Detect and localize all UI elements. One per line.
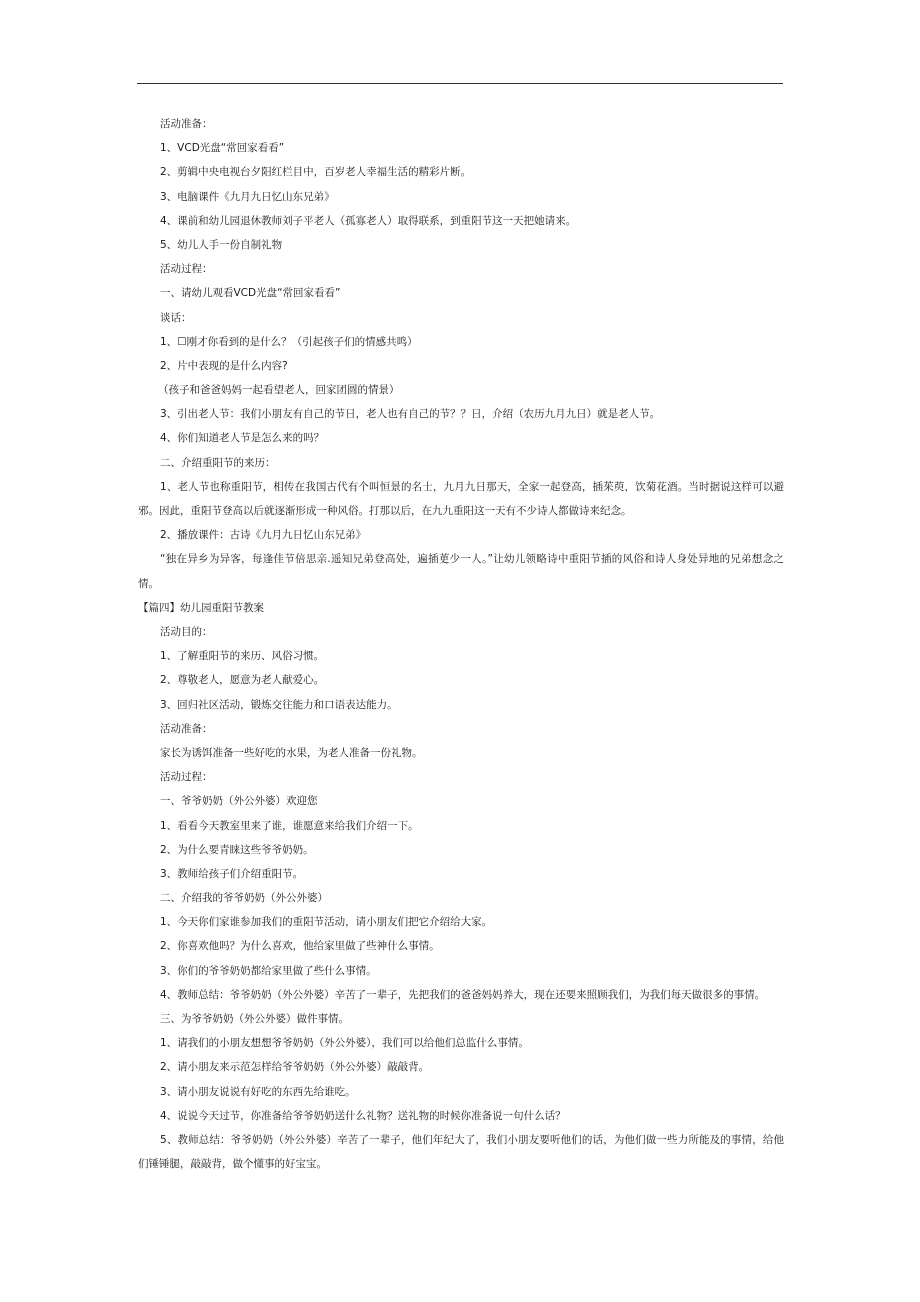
text-line: 三、为爷爷奶奶（外公外婆）做件事情。 — [160, 1013, 349, 1025]
text-line: 3、引出老人节：我们小朋友有自己的节日，老人也有自己的节？？日，介绍（农历九月九日）就是老人节。 — [160, 408, 661, 421]
text-line: 2、请小朋友来示范怎样给爷爷奶奶（外公外婆）敲敲背。 — [160, 1061, 430, 1074]
text-line: 3、电脑课件《九月九日忆山东兄弟》 — [160, 190, 335, 203]
text-line: 4、说说今天过节，你准备给爷爷奶奶送什么礼物？送礼物的时候你准备说一句什么话？ — [160, 1109, 566, 1122]
text-paragraph: 1、老人节也称重阳节，相传在我国古代有个叫恒景的名士，九月九日那天，全家一起登高，插茱萸，饮菊花酒。当时据说这样可以避邪。因此，重阳节登高以后就逐渐形成一种风俗。打那以后，在九九重阳这一天有不少诗人都做诗来纪念。 — [138, 480, 784, 518]
text-paragraph: “独在异乡为异客，每逢佳节倍思亲.遥知兄弟登高处，遍插茰少一人。”让幼儿领略诗中重阳节插的风俗和诗人身处异地的兄弟想念之情。 — [138, 553, 784, 590]
text-line: （孩子和爸爸妈妈一起看望老人，回家团圆的情景） — [158, 384, 400, 397]
text-line: 1、了解重阳节的来历、风俗习惯。 — [160, 650, 325, 663]
text-line: 2、你喜欢他吗？为什么喜欢，他给家里做了些神什么事情。 — [160, 940, 440, 953]
text-line: 谈话： — [160, 311, 192, 324]
text-line: 活动过程： — [160, 263, 213, 276]
text-line: 一、爷爷奶奶（外公外婆）欢迎您 — [160, 795, 318, 808]
header-rule — [137, 83, 783, 84]
text-line: 5、幼儿人手一份自制礼物 — [160, 238, 283, 251]
text-paragraph: 5、教师总结：爷爷奶奶（外公外婆）辛苦了一辈子，他们年纪大了，我们小朋友要听他们的话，为他们做一些力所能及的事情，给他们锤锤腿，敲敲背，做个懂事的好宝宝。 — [138, 1133, 784, 1171]
text-line: 2、尊敬老人，愿意为老人献爱心。 — [160, 674, 325, 687]
text-line: 活动准备： — [160, 722, 213, 735]
text-line: 一、请幼儿观看VCD光盘“常回家看看” — [160, 287, 341, 300]
text-line: 4、教师总结：爷爷奶奶（外公外婆）辛苦了一辈子，先把我们的爸爸妈妈养大，现在还要来照顾我们，为我们每天做很多的事情。 — [160, 988, 766, 1001]
text-line: 活动准备： — [160, 118, 213, 130]
text-line: 3、教师给孩子们介绍重阳节。 — [160, 867, 304, 880]
text-line: 3、你们的爷爷奶奶都给家里做了些什么事情。 — [160, 964, 377, 977]
text-line: 2、播放课件：古诗《九月九日忆山东兄弟》 — [160, 529, 367, 542]
text-line: 2、为什么要青睐这些爷爷奶奶。 — [160, 843, 314, 856]
text-line: 1、☐刚才你看到的是什么？（引起孩子们的情感共鸣） — [160, 335, 418, 348]
text-line: 二、介绍我的爷爷奶奶（外公外婆） — [160, 892, 328, 905]
text-line: 4、你们知道老人节是怎么来的吗？ — [160, 432, 325, 445]
text-line: 2、剪辑中央电视台夕阳红栏目中，百岁老人幸福生活的精彩片断。 — [160, 166, 472, 179]
text-line: 1、请我们的小朋友想想爷爷奶奶（外公外婆），我们可以给他们总监什么事情。 — [160, 1037, 529, 1050]
section-heading: 【篇四】幼儿园重阳节教案 — [138, 601, 264, 614]
text-line: 1、VCD光盘“常回家看看” — [160, 142, 285, 155]
text-line: 活动目的： — [160, 626, 213, 638]
text-line: 3、回归社区活动，锻炼交往能力和口语表达能力。 — [160, 698, 398, 711]
text-line: 家长为诱饵准备一些好吃的水果，为老人准备一份礼物。 — [160, 746, 423, 759]
text-line: 4、课前和幼儿园退休教师刘子平老人（孤寡老人）取得联系，到重阳节这一天把她请来。 — [160, 214, 577, 227]
text-line: 1、今天你们家谁参加我们的重阳节活动，请小朋友们把它介绍给大家。 — [160, 916, 493, 929]
text-line: 二、介绍重阳节的来历： — [160, 456, 276, 469]
text-line: 3、请小朋友说说有好吃的东西先给谁吃。 — [160, 1085, 356, 1098]
text-line: 1、看看今天教室里来了谁，谁愿意来给我们介绍一下。 — [160, 819, 419, 832]
text-line: 2、片中表现的是什么内容? — [160, 359, 288, 372]
text-line: 活动过程： — [160, 771, 213, 784]
document-body — [138, 112, 784, 1176]
